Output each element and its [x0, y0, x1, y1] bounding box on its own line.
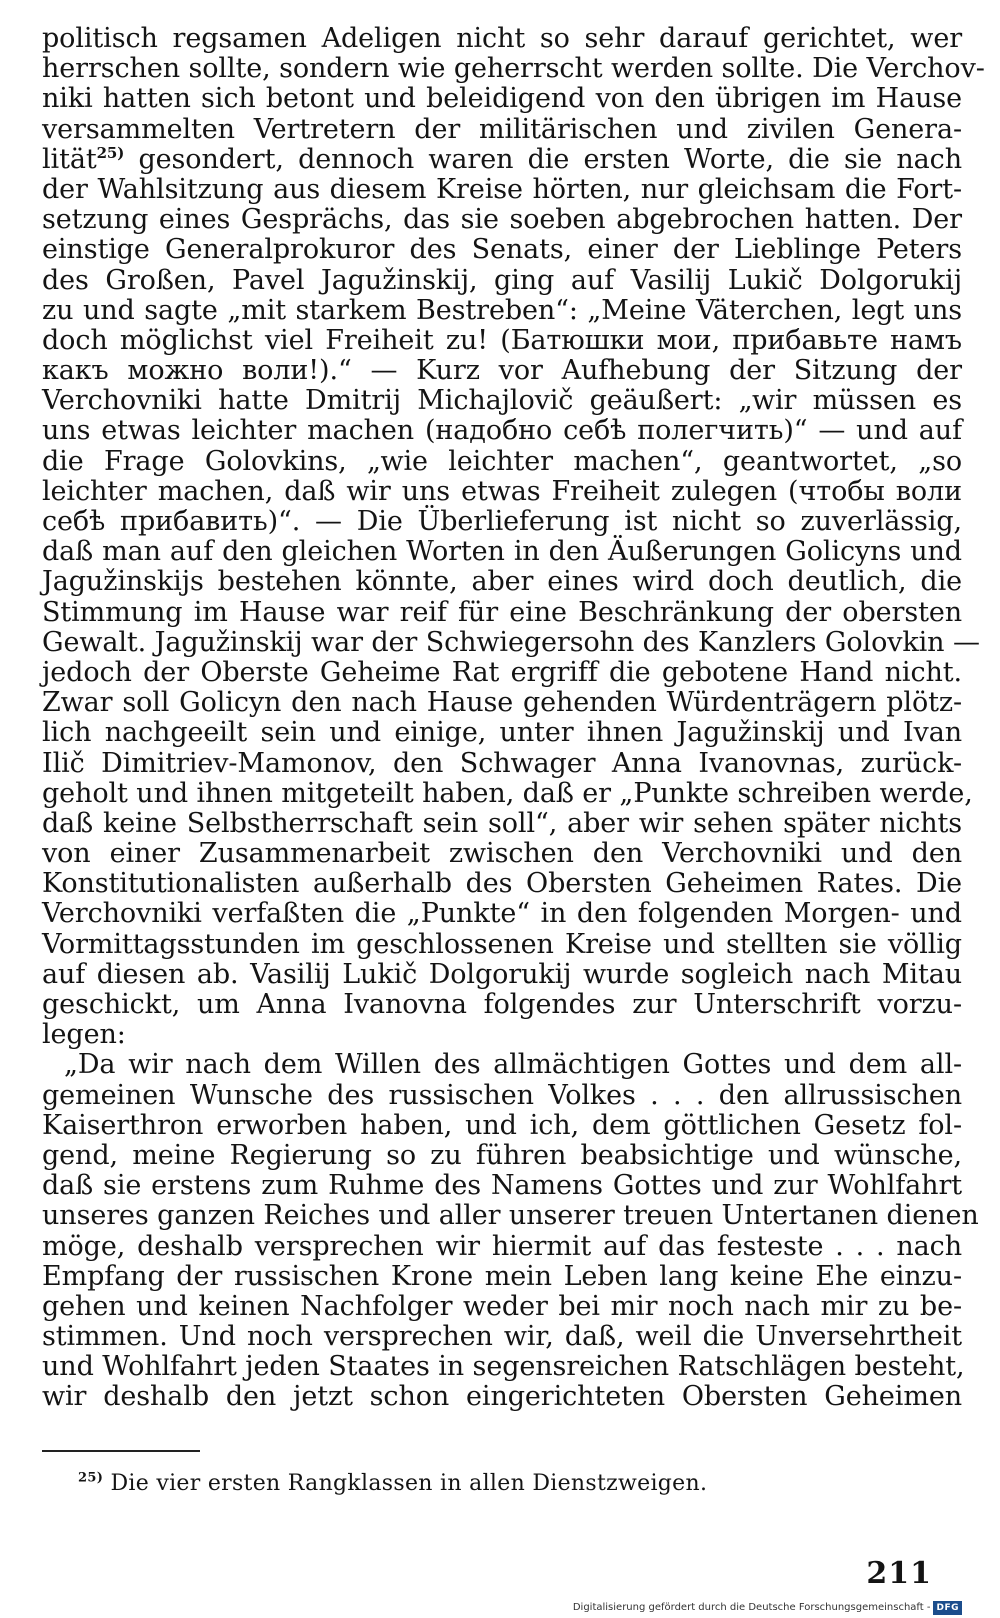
text-line-8: einstige Generalprokuror des Senats, einer der Lieblinge Peters — [42, 234, 962, 266]
footnote-reference: 25) — [96, 143, 125, 162]
text-line-2: herrschen sollte, sondern wie geherrscht werden sollte. Die Verchov- — [42, 53, 985, 85]
text-line-4: versammelten Vertretern der militärischen und zivilen Genera- — [42, 113, 962, 145]
quote-line-12: wir deshalb den jetzt schon eingerichteten Obersten Geheimen — [42, 1381, 962, 1413]
quote-line-6: unseres ganzen Reiches und aller unserer treuen Untertanen dienen — [42, 1200, 979, 1232]
text-line-14: uns etwas leichter machen (надобно себѣ полегчить)“ — und auf — [42, 415, 962, 447]
text-line-33: geschickt, um Anna Ivanovna folgendes zur Unterschrift vorzu- — [42, 989, 962, 1020]
footnote-divider — [42, 1450, 200, 1452]
page-body — [42, 23, 985, 1413]
text-line-5-start: lität — [42, 143, 97, 175]
page-number: 211 — [866, 1556, 932, 1591]
text-line-34: legen: — [42, 1019, 126, 1051]
text-line-23: Zwar soll Golicyn den nach Hause gehenden Würdenträgern plötz- — [42, 687, 962, 719]
text-line-20: Stimmung im Hause war reif für eine Beschränkung der obersten — [42, 596, 962, 628]
text-line-27: daß keine Selbstherrschaft sein soll“, aber wir sehen später nichts — [42, 807, 962, 839]
text-line-22: jedoch der Oberste Geheime Rat ergriff die gebotene Hand nicht. — [42, 656, 962, 688]
text-line-16: leichter machen, daß wir uns etwas Freiheit zulegen (чтобы воли — [42, 475, 962, 507]
quote-line-10: stimmen. Und noch versprechen wir, daß, weil die Unversehrtheit — [42, 1321, 962, 1353]
text-line-30: Verchovniki verfaßten die „Punkte“ in den folgenden Morgen- und — [42, 898, 962, 930]
credit-text: Digitalisierung gefördert durch die Deutsche Forschungsgemeinschaft - — [572, 1602, 931, 1613]
quote-line-7: möge, deshalb versprechen wir hiermit auf das festeste . . . nach — [42, 1230, 962, 1262]
text-line-11: doch möglichst viel Freiheit zu! (Батюшки мои, прибавьте намъ — [42, 324, 962, 356]
text-line-18: daß man auf den gleichen Worten in den Äußerungen Golicyns und — [42, 536, 962, 568]
quote-line-8: Empfang der russischen Krone mein Leben lang keine Ehe einzu- — [42, 1260, 962, 1292]
text-line-12: какъ можно воли!).“ — Kurz vor Aufhebung der Sitzung der — [42, 355, 962, 387]
dfg-logo: DFG — [933, 1601, 962, 1615]
text-line-6: der Wahlsitzung aus diesem Kreise hörten, nur gleichsam die Fort- — [42, 173, 962, 205]
text-line-9: des Großen, Pavel Jagužinskij, ging auf Vasilij Lukič Dolgorukij — [42, 264, 962, 296]
text-line-15: die Frage Golovkins, „wie leichter machen“, geantwortet, „so — [42, 445, 962, 477]
digitization-credit — [573, 1601, 962, 1615]
text-line-17: себѣ прибавить)“. — Die Überlieferung ist nicht so zuverlässig, — [42, 506, 962, 537]
text-line-3: niki hatten sich betont und beleidigend von den übrigen im Hause — [42, 83, 962, 115]
quote-line-4: gend, meine Regierung so zu führen beabsichtige und wünsche, — [42, 1139, 962, 1171]
text-line-13: Verchovniki hatte Dmitrij Michajlovič geäußert: „wir müssen es — [42, 385, 962, 417]
text-line-5-end: gesondert, dennoch waren die ersten Worte, die sie nach — [124, 143, 962, 175]
text-line-32: auf diesen ab. Vasilij Lukič Dolgorukij wurde sogleich nach Mitau — [42, 958, 962, 990]
quote-line-9: gehen und keinen Nachfolger weder bei mir noch nach mir zu be- — [42, 1290, 962, 1322]
text-line-24: lich nachgeeilt sein und einige, unter ihnen Jagužinskij und Ivan — [42, 717, 962, 749]
quote-line-5: daß sie erstens zum Ruhme des Namens Gottes und zur Wohlfahrt — [42, 1170, 962, 1202]
footnote-marker: 25) — [78, 1470, 104, 1486]
text-line-28: von einer Zusammenarbeit zwischen den Verchovniki und den — [42, 838, 962, 870]
text-line-26: geholt und ihnen mitgeteilt haben, daß er „Punkte schreiben werde, — [42, 777, 973, 809]
quote-line-1: „Da wir nach dem Willen des allmächtigen Gottes und dem all- — [64, 1049, 962, 1081]
text-line-7: setzung eines Gesprächs, das sie soeben abgebrochen hatten. Der — [42, 204, 962, 236]
quote-line-2: gemeinen Wunsche des russischen Volkes . . . den allrussischen — [42, 1079, 962, 1111]
text-line-29: Konstitutionalisten außerhalb des Obersten Geheimen Rates. Die — [42, 868, 962, 900]
footnote — [78, 1470, 707, 1498]
text-line-21: Gewalt. Jagužinskij war der Schwiegersohn des Kanzlers Golovkin — — [42, 626, 980, 658]
text-line-5 — [42, 145, 962, 175]
text-line-25: Ilič Dimitriev-Mamonov, den Schwager Anna Ivanovnas, zurück- — [42, 747, 962, 779]
quote-line-11: und Wohlfahrt jeden Staates in segensreichen Ratschlägen besteht, — [42, 1351, 965, 1383]
text-line-1: politisch regsamen Adeligen nicht so sehr darauf gerichtet, wer — [42, 23, 962, 54]
text-line-19: Jagužinskijs bestehen könnte, aber eines wird doch deutlich, die — [42, 566, 962, 598]
quote-line-3: Kaiserthron erworben haben, und ich, dem göttlichen Gesetz fol- — [42, 1109, 962, 1141]
text-line-10: zu und sagte „mit starkem Bestreben“: „Meine Väterchen, legt uns — [42, 294, 962, 326]
footnote-text: Die vier ersten Rangklassen in allen Dienstzweigen. — [103, 1471, 708, 1496]
text-line-31: Vormittagsstunden im geschlossenen Kreise und stellten sie völlig — [42, 928, 962, 960]
